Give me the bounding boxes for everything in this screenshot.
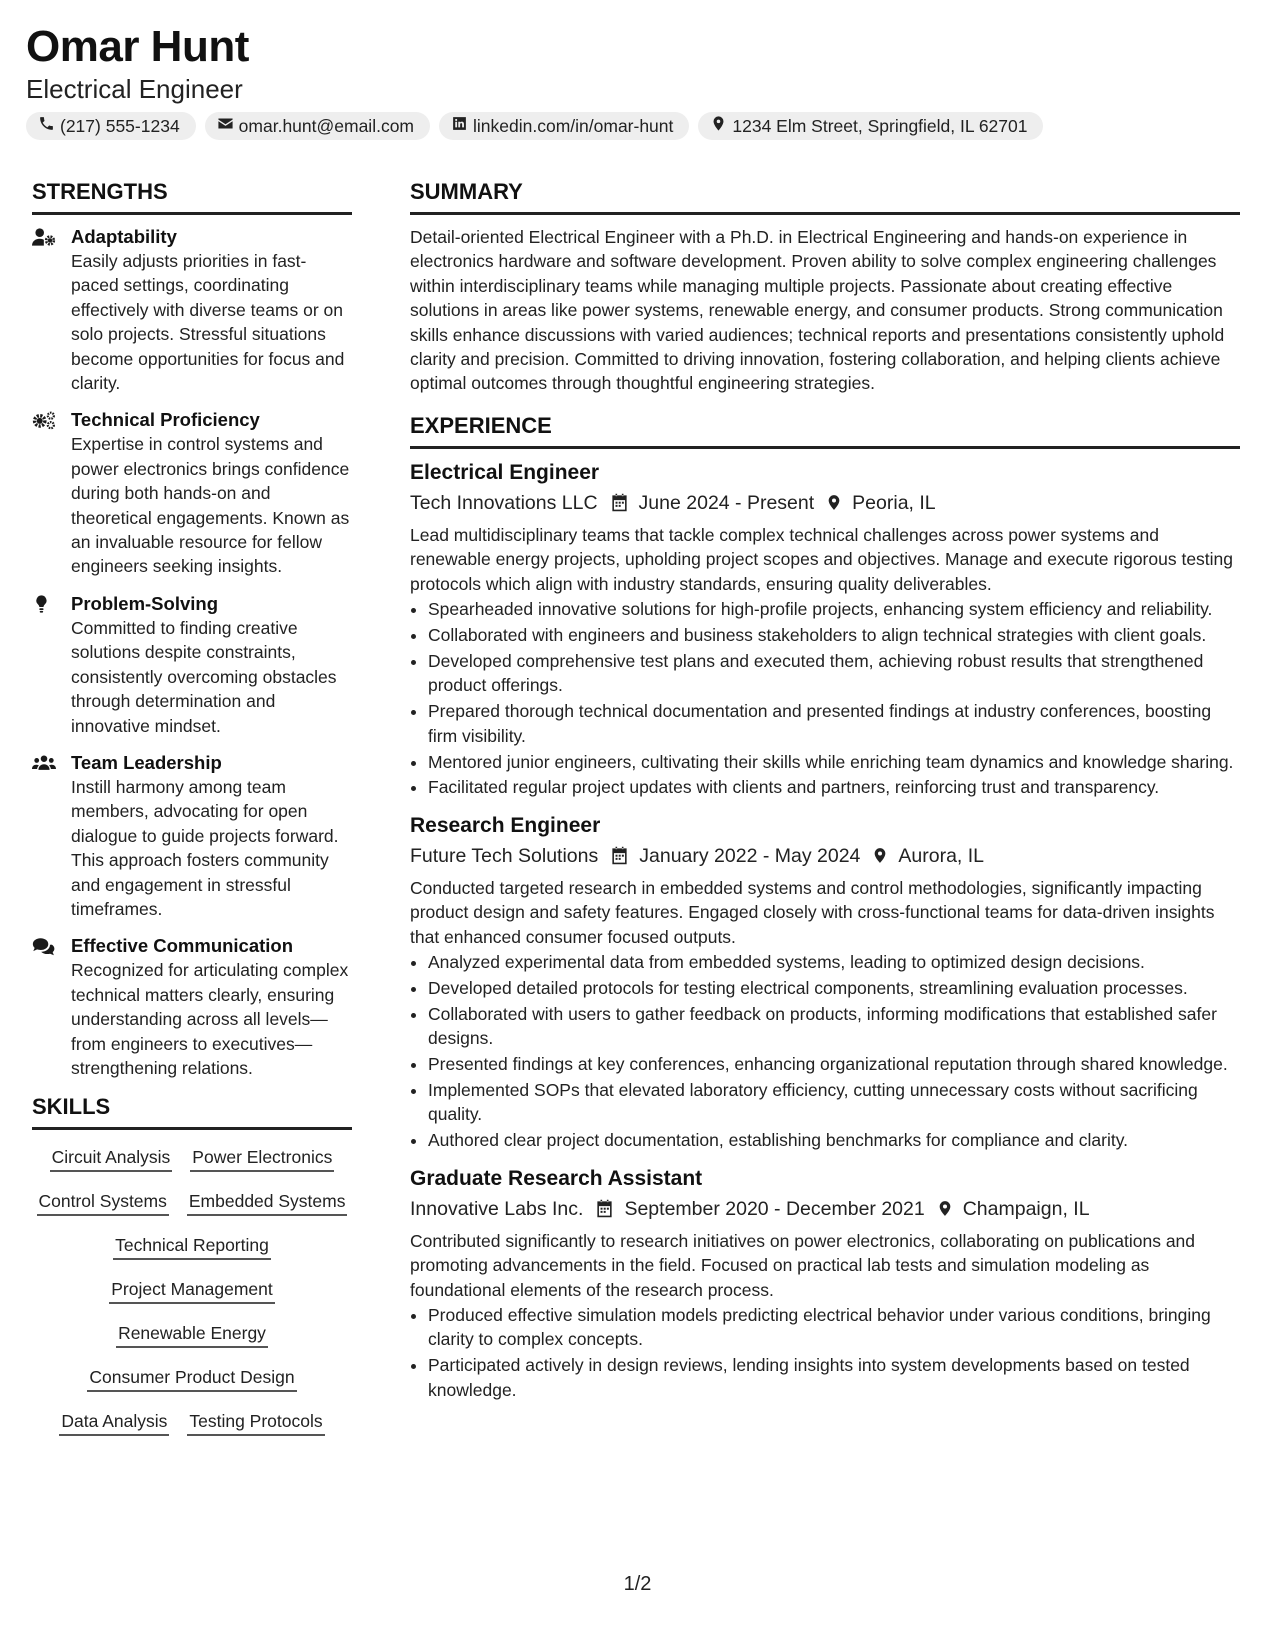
experience-heading: EXPERIENCE: [410, 412, 1240, 449]
resume-header: [26, 22, 1249, 140]
strength-title: Technical Proficiency: [71, 409, 260, 431]
strength-item: [32, 225, 352, 395]
strength-desc: Instill harmony among team members, advocating for open dialogue to guide projects forward. This approach fosters community and engagement in stressful timeframes.: [71, 776, 339, 919]
skill-tag: Power Electronics: [190, 1146, 334, 1172]
right-column: [410, 178, 1240, 1414]
email-text: omar.hunt@email.com: [238, 115, 415, 136]
skill-tag: Technical Reporting: [113, 1234, 271, 1260]
bullet-item: • Developed detailed protocols for testing electrical components, streamlining evaluation processes.: [428, 976, 1240, 1000]
job-location: Peoria, IL: [852, 491, 936, 514]
company-name: Innovative Labs Inc.: [410, 1197, 584, 1220]
left-column: [32, 178, 352, 1436]
bullet-item: • Produced effective simulation models predicting electrical behavior under various conditions, bringing clarity to complex concepts.: [428, 1303, 1240, 1352]
address-text: 1234 Elm Street, Springfield, IL 62701: [732, 115, 1028, 136]
strength-title: Problem-Solving: [71, 592, 218, 614]
skill-tag: Renewable Energy: [116, 1322, 268, 1348]
job-meta: [410, 489, 1240, 517]
job-location: Champaign, IL: [962, 1197, 1090, 1220]
strength-item: [32, 934, 352, 1080]
strength-desc: Easily adjusts priorities in fast-paced settings, coordinating effectively with diverse teams or on solo projects. Stressful situations become opportunities for focus and clarity.: [71, 251, 345, 394]
skill-tag: Control Systems: [37, 1190, 169, 1216]
job-location: Aurora, IL: [898, 844, 985, 867]
job-title: Graduate Research Assistant: [410, 1166, 703, 1190]
contact-linkedin[interactable]: [439, 112, 689, 140]
map-pin-icon: [872, 846, 888, 865]
bullet-item: • Implemented SOPs that elevated laboratory efficiency, cutting unnecessary costs without sacrificing quality.: [428, 1078, 1240, 1127]
bullet-item: • Collaborated with engineers and business stakeholders to align technical strategies with client goals.: [428, 623, 1240, 647]
contact-email[interactable]: [205, 112, 430, 140]
calendar-icon: [595, 1199, 614, 1218]
bullet-item: • Developed comprehensive test plans and executed them, achieving robust results that strengthened product offerings.: [428, 649, 1240, 698]
skill-tag: Circuit Analysis: [50, 1146, 173, 1172]
job-dates: June 2024 - Present: [638, 491, 815, 514]
job-dates: September 2020 - December 2021: [624, 1197, 925, 1220]
skill-tag: Data Analysis: [59, 1410, 169, 1436]
bullet-item: • Mentored junior engineers, cultivating their skills while enriching team dynamics and knowledge sharing.: [428, 750, 1240, 774]
strength-title: Team Leadership: [71, 751, 222, 773]
map-pin-icon: [937, 1199, 953, 1218]
phone-icon: [38, 115, 55, 137]
job-entry: [410, 1165, 1240, 1402]
linkedin-text: linkedin.com/in/omar-hunt: [473, 115, 674, 136]
strength-desc: Committed to finding creative solutions despite constraints, consistently overcoming obstacles through determination and innovative mindset.: [71, 617, 337, 736]
bullet-item: • Prepared thorough technical documentation and presented findings at industry conferences, boosting firm visibility.: [428, 699, 1240, 748]
strength-item: [32, 592, 352, 738]
strength-title: Adaptability: [71, 226, 177, 247]
map-pin-icon: [826, 493, 842, 512]
users-icon: [32, 753, 58, 773]
bullet-item: • Authored clear project documentation, establishing benchmarks for compliance and clarity.: [428, 1128, 1240, 1152]
job-description: Contributed significantly to research initiatives on power electronics, collaborating on publications and promoting advancements in the field. Focused on practical lab tests and simulation modeling as foundational elements of the research process.: [410, 1230, 1196, 1300]
strength-title: Effective Communication: [71, 935, 294, 957]
calendar-icon: [610, 493, 629, 512]
strength-item: [32, 751, 352, 921]
skills-heading: SKILLS: [32, 1093, 352, 1130]
job-entry: [410, 459, 1240, 800]
skill-tag: Embedded Systems: [187, 1190, 348, 1216]
job-description: Lead multidisciplinary teams that tackle complex technical challenges across power systems and renewable energy projects, upholding project scopes and objectives. Manage and execute rigorous testing protocols which align with industry standards, ensuring quality deliverables.: [410, 524, 1234, 594]
company-name: Future Tech Solutions: [410, 844, 599, 867]
linkedin-icon: [451, 115, 468, 137]
job-meta: [410, 842, 1240, 870]
skill-tag: Project Management: [109, 1278, 274, 1304]
job-title: Research Engineer: [410, 813, 601, 837]
map-pin-icon: [710, 115, 727, 137]
skill-tag: Consumer Product Design: [87, 1366, 296, 1392]
calendar-icon: [610, 846, 629, 865]
contact-phone[interactable]: [26, 112, 196, 140]
candidate-name: Omar Hunt: [26, 22, 249, 71]
skills-list: [32, 1140, 352, 1436]
skill-tag: Testing Protocols: [187, 1410, 324, 1436]
job-bullets: [410, 597, 1240, 800]
candidate-title: Electrical Engineer: [26, 74, 243, 104]
phone-text: (217) 555-1234: [60, 115, 180, 136]
bullet-item: • Presented findings at key conferences, enhancing organizational reputation through shared knowledge.: [428, 1052, 1240, 1076]
job-entry: [410, 812, 1240, 1153]
envelope-icon: [217, 115, 234, 137]
strength-item: [32, 408, 352, 578]
page-number: 1/2: [623, 1573, 652, 1595]
summary-heading: SUMMARY: [410, 178, 1240, 215]
user-gear-icon: [32, 227, 58, 247]
contact-bar: [26, 112, 1249, 140]
job-dates: January 2022 - May 2024: [639, 844, 861, 867]
bullet-item: • Analyzed experimental data from embedded systems, leading to optimized design decisions.: [428, 950, 1240, 974]
lightbulb-icon: [32, 594, 58, 614]
gears-icon: [32, 410, 58, 430]
bullet-item: • Spearheaded innovative solutions for high-profile projects, enhancing system efficiency and reliability.: [428, 597, 1240, 621]
job-bullets: [410, 1303, 1240, 1402]
summary-text: Detail-oriented Electrical Engineer with a Ph.D. in Electrical Engineering and hands-on experience in electronics hardware and software development. Proven ability to solve complex engineering challenges within interdisciplinary teams while managing multiple projects. Passionate about creating effective solutions in areas like power systems, renewable energy, and consumer products. Strong communication skills enhance discussions with varied audiences; technical reports and presentations consistently uphold clarity and precision. Committed to driving innovation, fostering collaboration, and helping clients achieve optimal outcomes through thoughtful engineering strategies.: [410, 227, 1225, 394]
strength-desc: Recognized for articulating complex technical matters clearly, ensuring understanding across all levels—from engineers to executives—strengthening relations.: [71, 960, 349, 1078]
contact-address: [698, 112, 1043, 140]
job-meta: [410, 1195, 1240, 1223]
company-name: Tech Innovations LLC: [410, 491, 598, 514]
job-bullets: [410, 950, 1240, 1153]
comments-icon: [32, 936, 58, 956]
bullet-item: • Participated actively in design reviews, lending insights into system developments based on tested knowledge.: [428, 1353, 1240, 1402]
bullet-item: • Collaborated with users to gather feedback on products, informing modifications that established safer designs.: [428, 1002, 1240, 1051]
job-description: Conducted targeted research in embedded systems and control methodologies, significantly impacting product design and safety features. Engaged closely with cross-functional teams for data-driven insights that enhanced consumer focused outputs.: [410, 877, 1215, 947]
strengths-heading: STRENGTHS: [32, 178, 352, 215]
strength-desc: Expertise in control systems and power electronics brings confidence during both hands-on and theoretical engagements. Known as an invaluable resource for fellow engineers seeking insights.: [71, 434, 350, 577]
bullet-item: • Facilitated regular project updates with clients and partners, reinforcing trust and transparency.: [428, 775, 1240, 799]
job-title: Electrical Engineer: [410, 460, 600, 484]
